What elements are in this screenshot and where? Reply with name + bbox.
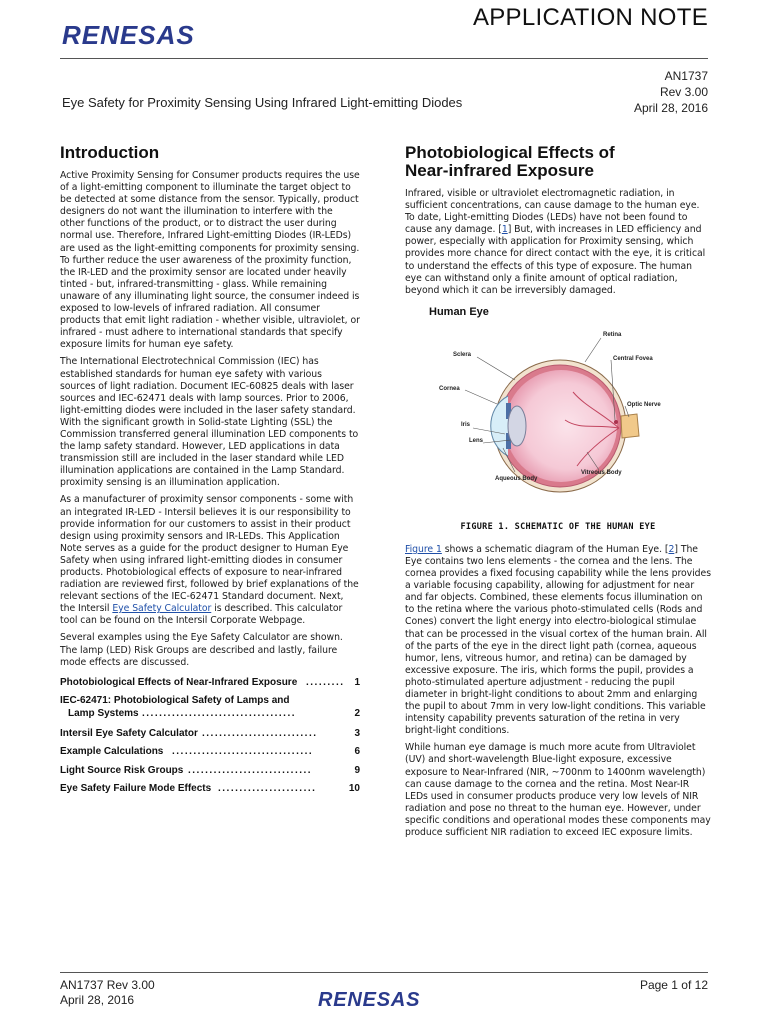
toc-page-number: 10 (348, 783, 360, 795)
table-of-contents (60, 677, 360, 797)
footer-brand-text: RENESAS (318, 989, 421, 1011)
reference-2-link[interactable]: 2 (668, 543, 675, 555)
toc-leader-dots: ................................. (172, 746, 314, 758)
intro-paragraph-3 (60, 494, 360, 627)
toc-entry[interactable] (60, 728, 360, 741)
vitreous-body-label: Vitreous Body (581, 469, 622, 476)
right-column (405, 144, 711, 844)
toc-leader-dots: ....................... (218, 783, 317, 795)
photobio-p1-text: Infrared, visible or ultraviolet electromagnetic radiation, in sufficient concentrations, can cause damage to the human eye. To date, Light-emitting Diodes (LEDs) have not been found to cause any damage. [ (405, 188, 700, 236)
toc-leader-dots: ......... (306, 676, 345, 688)
footer-divider (60, 972, 708, 973)
reference-1-link[interactable]: 1 (501, 224, 508, 236)
cornea-shape (491, 396, 508, 456)
intro-paragraph-2: The International Electrotechnical Commission (IEC) has established standards for human eye safety with various sources of light radiation. Document IEC-60825 deals with laser sources and IEC-62471 deals with lamp sources. Prior to 2006, light-emitting diodes were included in the laser safety standard. With the significant growth in Solid-state Lighting (SSL) the Commission transferred general illumination LED components to the lamp safety standard. However, LED applications in data transmission still are included in the laser standard while LED illumination applications are contained in the Lamp Standard. proximity sensing is an illumination application. (60, 356, 359, 489)
footer-doc-rev: AN1737 Rev 3.00 (60, 978, 155, 992)
toc-entry[interactable] (60, 765, 360, 778)
footer-date: April 28, 2016 (60, 993, 135, 1007)
toc-entry-title: Eye Safety Failure Mode Effects (60, 783, 212, 795)
figure-caption: FIGURE 1. SCHEMATIC OF THE HUMAN EYE (460, 521, 656, 532)
figure-title: Human Eye (429, 305, 489, 318)
intro-paragraph-4: Several examples using the Eye Safety Calculator are shown. The lamp (LED) Risk Groups are described and lastly, failure mode effects are discussed. (60, 632, 343, 668)
human-eye-figure (405, 302, 711, 520)
toc-entry[interactable] (60, 783, 360, 796)
introduction-heading: Introduction (60, 143, 160, 162)
toc-entry-title-cont: Lamp Systems (68, 708, 139, 720)
toc-entry-title: Intersil Eye Safety Calculator (60, 727, 198, 739)
header-divider (60, 58, 708, 59)
toc-page-number: 9 (354, 764, 360, 776)
renesas-logo (62, 18, 232, 50)
toc-page-number: 2 (354, 708, 360, 720)
doc-date: April 28, 2016 (633, 101, 708, 115)
toc-entry-title: Light Source Risk Groups (60, 764, 184, 776)
toc-leader-dots: ........................... (202, 727, 318, 739)
toc-entry[interactable] (60, 695, 360, 722)
photobio-paragraph-1 (405, 188, 711, 297)
photobio-p1-tail: ] But, with increases in LED efficiency and power, especially with application for Proximity sensing, which provides more chance for direct contact with the eye, it is critical to understand the effects of this type of exposure. The human eye can withstand only a finite amount of optical radiation, beyond which it can be irreversibly damaged. (405, 224, 706, 296)
toc-leader-dots: .................................... (142, 708, 297, 720)
document-meta (634, 68, 708, 116)
toc-page-number: 1 (354, 676, 360, 688)
human-eye-diagram (405, 302, 711, 520)
retina-label: Retina (603, 331, 622, 338)
renesas-footer-logo (318, 985, 446, 1011)
iris-label: Iris (461, 421, 471, 428)
lens-label: Lens (469, 437, 484, 444)
left-column (60, 144, 360, 802)
photobio-paragraph-2 (405, 544, 711, 738)
cornea-label: Cornea (439, 385, 460, 392)
brand-logo-text: RENESAS (62, 20, 195, 50)
toc-entry[interactable] (60, 746, 360, 759)
doc-number: AN1737 (664, 69, 708, 83)
eye-safety-calculator-link[interactable]: Eye Safety Calculator (112, 603, 212, 615)
heading-line-2: Near-infrared Exposure (405, 161, 594, 180)
doc-revision: Rev 3.00 (659, 85, 708, 99)
optic-nerve-label: Optic Nerve (627, 401, 661, 408)
central-fovea-label: Central Fovea (613, 355, 653, 362)
document-type: APPLICATION NOTE (472, 4, 708, 31)
toc-page-number: 6 (354, 746, 360, 758)
aqueous-body-label: Aqueous Body (495, 475, 538, 482)
sclera-label: Sclera (453, 351, 472, 358)
toc-entry-title: Photobiological Effects of Near-Infrared Exposure (60, 676, 298, 688)
intro-paragraph-1: Active Proximity Sensing for Consumer products requires the use of a light-emitting component to illuminate the target object to be detected at some distance from the sensor. Typically, product designers do not want the illumination to interfere with the other functions of the product, or to distract the user during normal use. Therefore, Infrared Light-emitting Diodes (IR-LEDs) are used as the light-emitting components for proximity sensing. To further reduce the user awareness of the proximity function, the IR-LED and the proximity sensor are located under heavily tinted - but, infrared-transmitting - glass. While remaining unaware of any illuminating light source, the consumer indeed is exposed to low-levels of infrared radiation. All consumer products that emit light radiation - whether visible, ultraviolet, or infrared - must adhere to international standards that specify exposure limits for human eye safety. (60, 170, 360, 351)
toc-leader-dots: ............................. (188, 764, 313, 776)
optic-nerve-shape (621, 414, 639, 438)
toc-entry-title: IEC-62471: Photobiological Safety of Lamps and (60, 695, 290, 707)
intro-p3-tail: is described. This calculator tool can be found on the Intersil Corporate Webpage. (60, 603, 343, 627)
central-fovea-mark (614, 420, 618, 424)
intro-p3-text: As a manufacturer of proximity sensor components - some with an integrated IR-LED - Intersil believes it is our responsibility to provide information for our customers to assist in their product design using proximity sensors and IR-LEDs. This Application Note serves as a guide for the product designer to Human Eye Safety when using infrared light-emitting diodes in consumer products. Photobiological effects of exposure to near-infrared radiation are reviewed first, followed by brief explanations of the relevant sections of the IEC-62471 Standard document. Next, the Intersil (60, 494, 359, 615)
photobiological-heading (405, 144, 711, 180)
footer-doc-info (60, 978, 155, 1008)
heading-line-1: Photobiological Effects of (405, 143, 615, 162)
photobio-p2-text: ] The Eye contains two lens elements - the cornea and the lens. The cornea provides a fixed focusing capability while the lens provides a variable focusing capability, allowing for adjustment for near and far objects. Combined, these elements focus illumination on to the retina where the various photo-stimulated cells (Rods and Cones) convert the light energy into electro-biological stimulae that can be processed in the visual cortex of the human brain. All of the parts of the eye in the direct light path (cornea, aqueous humor, lens, vitreous humor, and retina) can be damaged by excessive exposure. The iris, which forms the pupil, provides a photo-stimulated aperture adjustment - reducing the pupil diameter in bright-light conditions to about 2mm and enlarging the pupil to about 7mm in very low-light conditions. This variable intensity capability prevents saturation of the retina in very bright-light conditions. (405, 543, 711, 737)
footer-page-number: Page 1 of 12 (639, 978, 708, 992)
figure-1-link[interactable]: Figure 1 (405, 543, 442, 555)
toc-entry-title: Example Calculations (60, 746, 164, 758)
toc-entry[interactable] (60, 677, 360, 690)
photobio-paragraph-3: While human eye damage is much more acute from Ultraviolet (UV) and short-wavelength Blue-light exposure, excessive exposure to Near-Infrared (NIR, ~700nm to 1400nm wavelength) can cause damage to the cornea and the retina. Most Near-IR LEDs used in consumer products produce very low levels of NIR radiation and pose no threat to the human eye. However, under specific conditions and operational modes these components may produce sufficient NIR radiation to exceed IEC exposure limits. (405, 742, 711, 838)
document-title: Eye Safety for Proximity Sensing Using Infrared Light-emitting Diodes (62, 95, 463, 110)
toc-page-number: 3 (354, 727, 360, 739)
photobio-p2-mid: shows a schematic diagram of the Human Eye. [ (441, 543, 669, 555)
